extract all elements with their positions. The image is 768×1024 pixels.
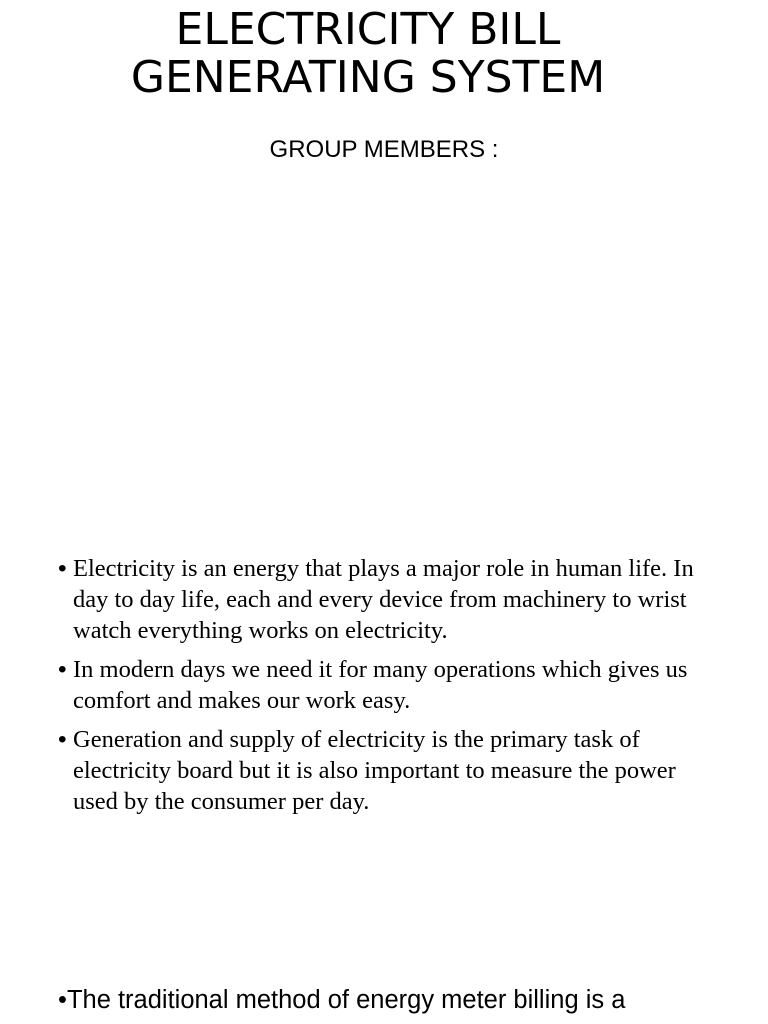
- title-line-1: ELECTRICITY BILL: [175, 4, 561, 55]
- bullet-list: [58, 553, 718, 825]
- bullet-item: [58, 654, 718, 716]
- group-members-heading: GROUP MEMBERS :: [269, 136, 499, 163]
- bullet-icon: •: [58, 726, 67, 753]
- bullet-icon: •: [58, 656, 67, 683]
- bullet-item: [58, 553, 718, 646]
- bullet-icon: •: [58, 555, 67, 582]
- bullet-text: Generation and supply of electricity is the primary task of electricity board but it is also important to measure the power used by the consumer per day.: [73, 726, 676, 815]
- page-title: [0, 6, 736, 102]
- bullet-item: [58, 724, 718, 817]
- bullet-text: The traditional method of energy meter billing is a: [66, 986, 626, 1014]
- title-line-2: GENERATING SYSTEM: [130, 52, 606, 103]
- bullet-text: In modern days we need it for many operations which gives us comfort and makes our work easy.: [73, 656, 688, 714]
- bullet-icon: •: [58, 986, 67, 1014]
- bullet-text: Electricity is an energy that plays a major role in human life. In day to day life, each and every device from machinery to wrist watch everything works on electricity.: [73, 555, 694, 644]
- bottom-bullet-item: [58, 983, 758, 1017]
